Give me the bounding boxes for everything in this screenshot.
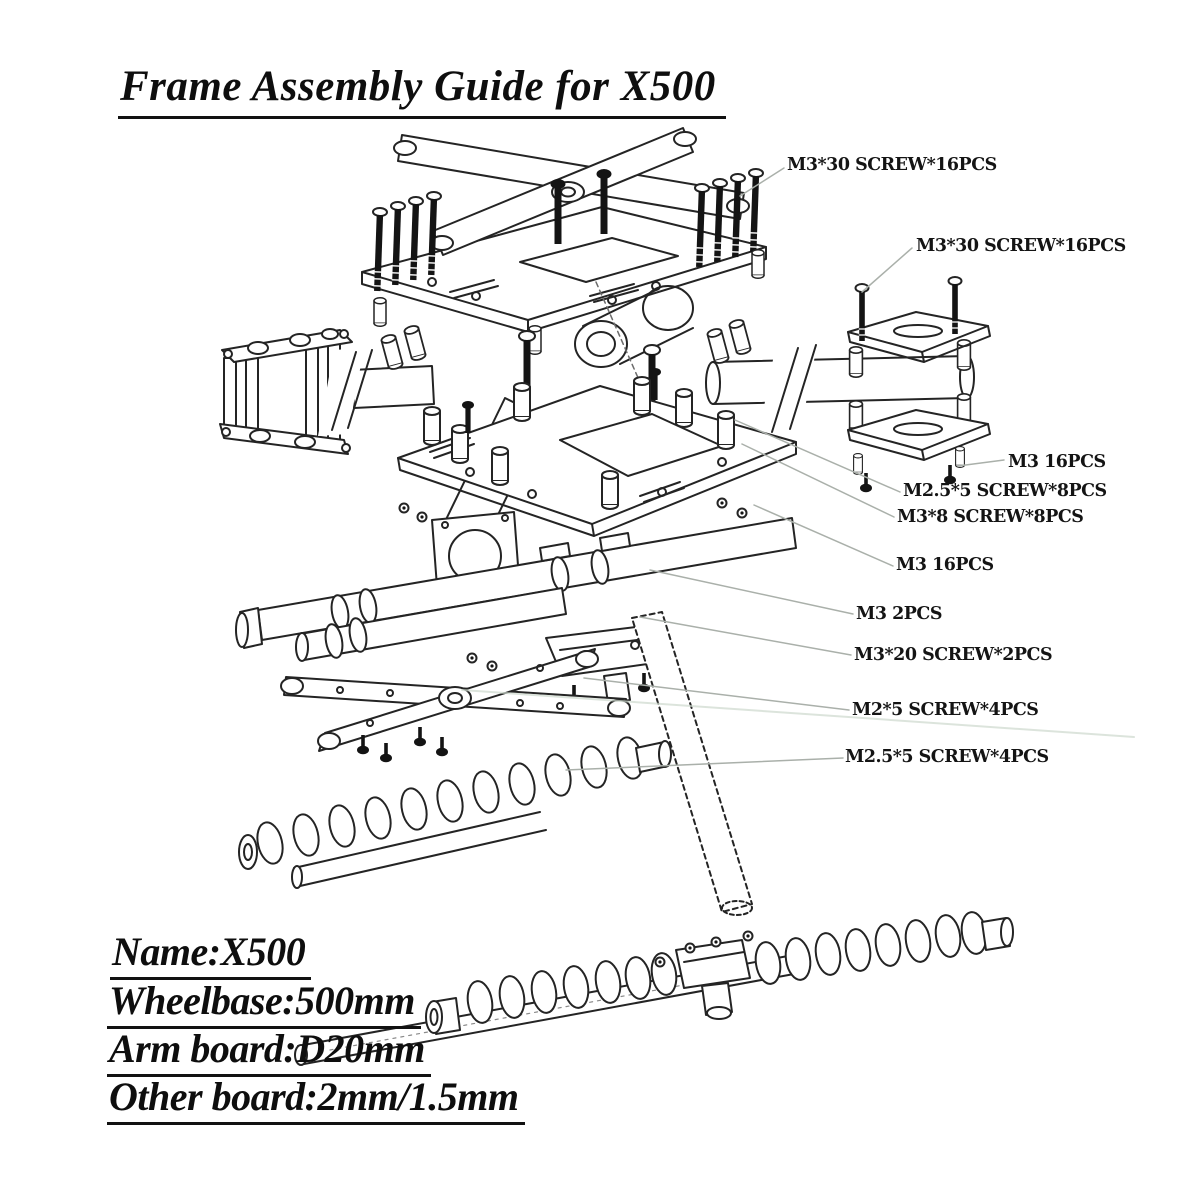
callout-m3x8-screw-8pcs: M3*8 SCREW*8PCS [897,506,1084,527]
callout-m3x30-screw-16pcs-top: M3*30 SCREW*16PCS [787,154,997,175]
callout-m3-16pcs-lower: M3 16PCS [896,554,994,575]
bottom-x-plate [281,649,630,761]
callout-m2x5-screw-4pcs: M2*5 SCREW*4PCS [852,699,1039,720]
arm-clamp-assembly [236,518,796,915]
spec-other-board: Other board:2mm/1.5mm [107,1073,525,1125]
callout-m2.5x5-screw-8pcs: M2.5*5 SCREW*8PCS [903,480,1107,501]
callout-m3x30-screw-16pcs-right: M3*30 SCREW*16PCS [916,235,1126,256]
callout-m3-2pcs: M3 2PCS [856,603,942,624]
landing-skid-left [239,735,671,888]
spec-name: Name:X500 [110,928,311,980]
spec-wheelbase: Wheelbase:500mm [107,977,421,1029]
page-title: Frame Assembly Guide for X500 [118,62,726,119]
callout-m2.5x5-screw-4pcs: M2.5*5 SCREW*4PCS [845,746,1049,767]
spec-arm-board: Arm board:D20mm [107,1025,431,1077]
callout-m3-16pcs-upper: M3 16PCS [1008,451,1106,472]
callout-m3x20-screw-2pcs: M3*20 SCREW*2PCS [854,644,1053,665]
